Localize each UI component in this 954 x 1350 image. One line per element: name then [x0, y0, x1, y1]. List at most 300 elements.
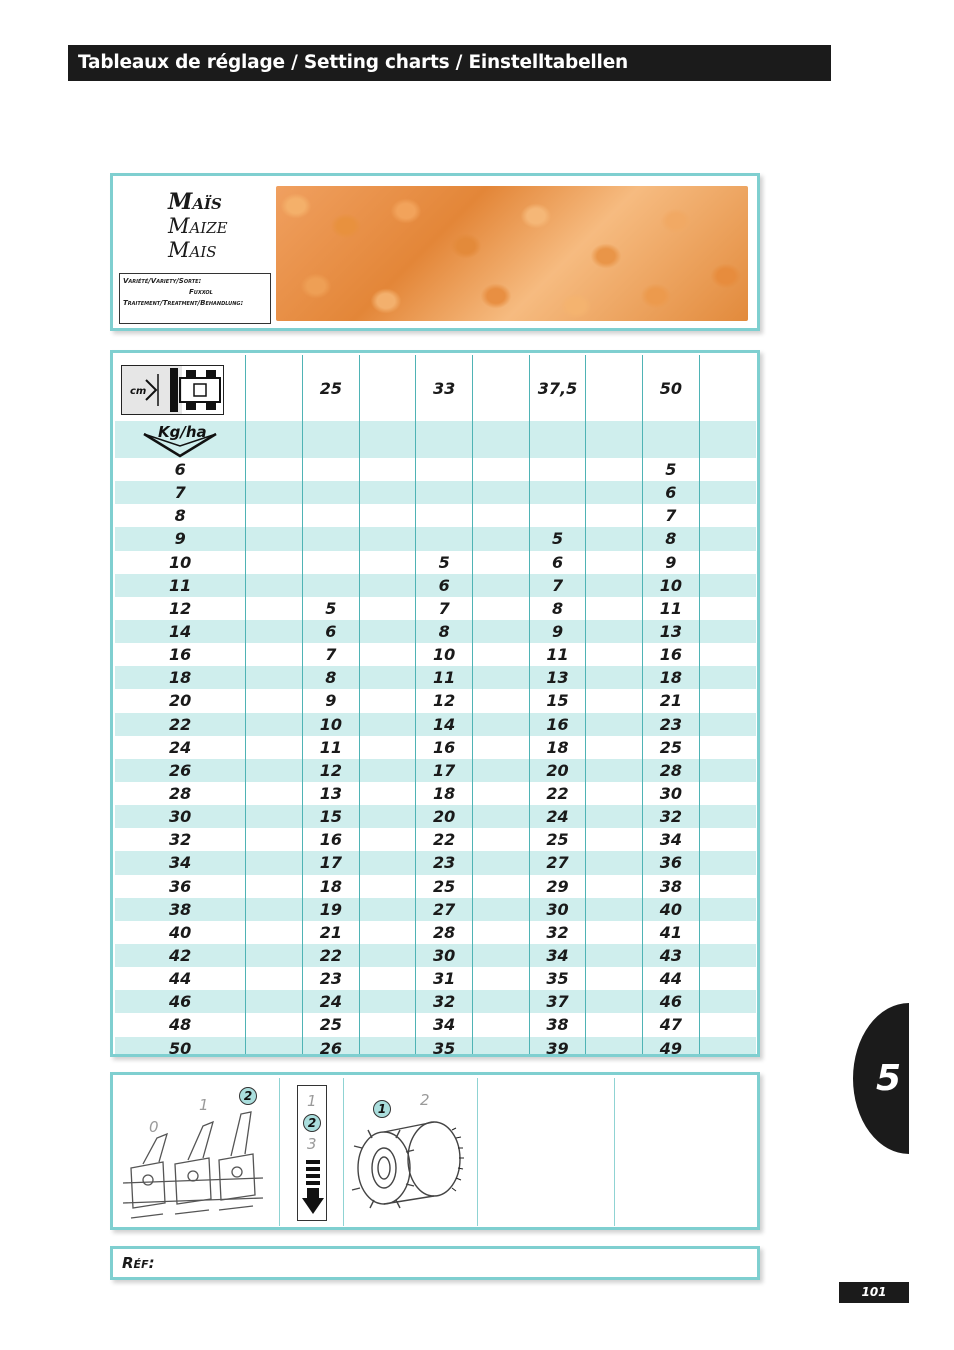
cell-empty — [473, 1037, 530, 1057]
cell-empty — [246, 967, 303, 990]
cell-empty — [586, 551, 643, 574]
cell-50: 11 — [643, 597, 700, 620]
cell-25: 6 — [302, 620, 359, 643]
table-row — [115, 643, 756, 666]
cell-50: 6 — [643, 481, 700, 504]
cell-empty — [246, 875, 303, 898]
cell-33 — [416, 504, 473, 527]
cell-empty — [246, 736, 303, 759]
variety-box — [119, 273, 271, 324]
cell-25: 21 — [302, 921, 359, 944]
empty-setting-1 — [478, 1078, 615, 1226]
cell-empty — [473, 574, 530, 597]
cell-empty — [699, 782, 756, 805]
cell-empty — [359, 944, 416, 967]
table-row — [115, 828, 756, 851]
cell-50: 25 — [643, 736, 700, 759]
cell-empty — [359, 875, 416, 898]
cell-33: 5 — [416, 551, 473, 574]
cell-empty — [586, 782, 643, 805]
cell-50: 36 — [643, 851, 700, 874]
cell-empty — [699, 898, 756, 921]
cell-empty — [699, 1037, 756, 1057]
cell-50: 10 — [643, 574, 700, 597]
cell-375: 11 — [529, 643, 586, 666]
cell-25 — [302, 551, 359, 574]
cell-50: 5 — [643, 458, 700, 481]
cell-empty — [586, 574, 643, 597]
cell-25: 16 — [302, 828, 359, 851]
cell-empty — [586, 736, 643, 759]
cell-33: 12 — [416, 689, 473, 712]
cell-kg: 26 — [115, 759, 246, 782]
table-row — [115, 898, 756, 921]
cell-empty — [359, 551, 416, 574]
chapter-number: 5 — [876, 1058, 902, 1099]
cell-empty — [586, 921, 643, 944]
cell-50: 30 — [643, 782, 700, 805]
cell-50: 47 — [643, 1013, 700, 1036]
table-unit-row — [115, 421, 756, 458]
cell-empty — [359, 990, 416, 1013]
cell-empty — [473, 944, 530, 967]
cell-33: 27 — [416, 898, 473, 921]
cell-kg: 18 — [115, 666, 246, 689]
crop-name-fr: Maïs — [168, 189, 222, 215]
cell-375: 38 — [529, 1013, 586, 1036]
table-row — [115, 458, 756, 481]
stepper-pos-selected: 2 — [303, 1114, 321, 1132]
cell-375: 13 — [529, 666, 586, 689]
cell-375: 27 — [529, 851, 586, 874]
cell-375: 5 — [529, 527, 586, 550]
col-header-5 — [473, 355, 530, 421]
cell-empty — [473, 990, 530, 1013]
cell-kg: 36 — [115, 875, 246, 898]
cell-kg: 20 — [115, 689, 246, 712]
lever-pos-0: 0 — [149, 1118, 159, 1136]
cell-50: 32 — [643, 805, 700, 828]
cell-25: 17 — [302, 851, 359, 874]
cell-empty — [246, 1037, 303, 1057]
cell-kg: 11 — [115, 574, 246, 597]
cell-empty — [473, 620, 530, 643]
stepper-setting — [280, 1078, 344, 1226]
cell-kg: 12 — [115, 597, 246, 620]
cell-empty — [246, 597, 303, 620]
cell-empty — [359, 666, 416, 689]
cell-25 — [302, 574, 359, 597]
cell-empty — [246, 713, 303, 736]
cell-empty — [246, 921, 303, 944]
cell-25: 9 — [302, 689, 359, 712]
cell-25 — [302, 481, 359, 504]
table-row — [115, 597, 756, 620]
cell-kg: 32 — [115, 828, 246, 851]
cell-33: 10 — [416, 643, 473, 666]
cell-33: 18 — [416, 782, 473, 805]
col-header-375: 37,5 — [529, 355, 586, 421]
cell-25 — [302, 458, 359, 481]
cell-empty — [359, 967, 416, 990]
cell-375: 37 — [529, 990, 586, 1013]
cell-50: 13 — [643, 620, 700, 643]
cell-25: 13 — [302, 782, 359, 805]
cell-empty — [246, 551, 303, 574]
cell-empty — [359, 597, 416, 620]
cell-kg: 44 — [115, 967, 246, 990]
cell-kg: 24 — [115, 736, 246, 759]
cell-empty — [246, 782, 303, 805]
cell-empty — [699, 504, 756, 527]
cell-empty — [699, 458, 756, 481]
cell-empty — [473, 967, 530, 990]
cell-empty — [586, 828, 643, 851]
cell-33: 23 — [416, 851, 473, 874]
cell-empty — [246, 990, 303, 1013]
cell-375: 15 — [529, 689, 586, 712]
cell-empty — [246, 689, 303, 712]
cell-375: 16 — [529, 713, 586, 736]
cell-empty — [586, 504, 643, 527]
cell-empty — [473, 481, 530, 504]
cell-kg: 34 — [115, 851, 246, 874]
table-row — [115, 967, 756, 990]
cell-empty — [586, 527, 643, 550]
cell-empty — [246, 458, 303, 481]
cell-33: 35 — [416, 1037, 473, 1057]
cell-375: 6 — [529, 551, 586, 574]
cell-50: 38 — [643, 875, 700, 898]
cell-empty — [359, 458, 416, 481]
cell-empty — [473, 666, 530, 689]
cell-empty — [473, 527, 530, 550]
cell-50: 18 — [643, 666, 700, 689]
cell-empty — [473, 851, 530, 874]
cm-label: cm — [130, 386, 147, 397]
cell-50: 44 — [643, 967, 700, 990]
cell-375: 30 — [529, 898, 586, 921]
cell-empty — [699, 736, 756, 759]
cell-33 — [416, 527, 473, 550]
cell-empty — [246, 898, 303, 921]
cell-empty — [246, 828, 303, 851]
cell-33: 34 — [416, 1013, 473, 1036]
cell-empty — [699, 643, 756, 666]
cell-empty — [586, 620, 643, 643]
cell-empty — [699, 666, 756, 689]
cell-empty — [699, 597, 756, 620]
col-header-25: 25 — [302, 355, 359, 421]
cell-empty — [473, 643, 530, 666]
col-header-9 — [699, 355, 756, 421]
cell-empty — [586, 898, 643, 921]
cell-kg: 7 — [115, 481, 246, 504]
variety-value: Fuxxol — [189, 288, 213, 296]
cell-33: 31 — [416, 967, 473, 990]
cell-empty — [699, 759, 756, 782]
cell-empty — [586, 689, 643, 712]
cell-kg: 16 — [115, 643, 246, 666]
seed-drill-icon — [121, 365, 224, 415]
table-row — [115, 481, 756, 504]
cell-kg: 50 — [115, 1037, 246, 1057]
cell-empty — [359, 921, 416, 944]
cell-empty — [359, 759, 416, 782]
cell-empty — [246, 805, 303, 828]
cell-25: 12 — [302, 759, 359, 782]
table-row — [115, 527, 756, 550]
cell-25: 24 — [302, 990, 359, 1013]
cell-empty — [699, 828, 756, 851]
lever-pos-selected: 2 — [239, 1087, 257, 1105]
cell-empty — [586, 875, 643, 898]
cell-empty — [473, 504, 530, 527]
table-row — [115, 1013, 756, 1036]
col-header-50: 50 — [643, 355, 700, 421]
cell-25: 15 — [302, 805, 359, 828]
lever-icon — [113, 1078, 279, 1226]
treatment-label: Traitement/Treatment/Behandlung: — [123, 299, 244, 307]
cell-25: 18 — [302, 875, 359, 898]
cell-empty — [359, 805, 416, 828]
cell-empty — [699, 990, 756, 1013]
cell-empty — [246, 527, 303, 550]
cell-empty — [699, 875, 756, 898]
cell-empty — [699, 527, 756, 550]
cell-empty — [586, 759, 643, 782]
cell-kg: 40 — [115, 921, 246, 944]
cell-empty — [473, 782, 530, 805]
kg-ha-arrow-icon — [140, 422, 220, 458]
cell-empty — [246, 851, 303, 874]
cell-empty — [246, 481, 303, 504]
cell-empty — [246, 1013, 303, 1036]
cell-empty — [246, 620, 303, 643]
cell-375: 7 — [529, 574, 586, 597]
cell-empty — [359, 1013, 416, 1036]
cell-empty — [586, 944, 643, 967]
ref-label: Réf: — [122, 1254, 155, 1272]
cell-kg: 14 — [115, 620, 246, 643]
cell-empty — [246, 574, 303, 597]
cell-empty — [699, 574, 756, 597]
cell-375: 25 — [529, 828, 586, 851]
cell-empty — [699, 921, 756, 944]
cell-375 — [529, 458, 586, 481]
cell-375: 34 — [529, 944, 586, 967]
table-row — [115, 574, 756, 597]
cell-375 — [529, 504, 586, 527]
machine-icon-cell — [115, 355, 246, 421]
cell-empty — [359, 504, 416, 527]
cell-empty — [246, 504, 303, 527]
lever-pos-1: 1 — [199, 1096, 209, 1114]
cell-33: 20 — [416, 805, 473, 828]
cell-33: 14 — [416, 713, 473, 736]
setting-table — [115, 355, 756, 1057]
cell-25 — [302, 527, 359, 550]
stepper-pos-3: 3 — [307, 1135, 317, 1153]
cell-33: 28 — [416, 921, 473, 944]
cell-empty — [586, 481, 643, 504]
cell-50: 9 — [643, 551, 700, 574]
lever-setting — [113, 1078, 280, 1226]
cell-empty — [473, 898, 530, 921]
cell-33: 6 — [416, 574, 473, 597]
cell-375: 22 — [529, 782, 586, 805]
cell-50: 8 — [643, 527, 700, 550]
cell-empty — [359, 898, 416, 921]
cell-empty — [586, 1037, 643, 1057]
cell-33: 7 — [416, 597, 473, 620]
cell-empty — [473, 921, 530, 944]
cell-375: 35 — [529, 967, 586, 990]
gear-selected: 1 — [373, 1100, 391, 1118]
cell-empty — [699, 551, 756, 574]
corn-kernels-image — [276, 186, 748, 321]
cell-25: 7 — [302, 643, 359, 666]
cell-33: 25 — [416, 875, 473, 898]
gear-option-2: 2 — [420, 1091, 430, 1109]
cell-50: 34 — [643, 828, 700, 851]
cell-50: 49 — [643, 1037, 700, 1057]
cell-375: 20 — [529, 759, 586, 782]
cell-empty — [359, 828, 416, 851]
cell-33: 8 — [416, 620, 473, 643]
cell-empty — [246, 944, 303, 967]
cell-kg: 46 — [115, 990, 246, 1013]
empty-setting-2 — [615, 1078, 755, 1226]
cell-empty — [359, 527, 416, 550]
kg-ha-cell — [115, 421, 246, 458]
cell-empty — [586, 713, 643, 736]
cell-375: 29 — [529, 875, 586, 898]
table-row — [115, 504, 756, 527]
cell-empty — [359, 481, 416, 504]
cell-375: 9 — [529, 620, 586, 643]
stepper-pos-1: 1 — [307, 1092, 317, 1110]
cell-empty — [359, 620, 416, 643]
table-row — [115, 944, 756, 967]
table-row — [115, 1037, 756, 1057]
gear-setting — [344, 1078, 478, 1226]
cell-empty — [586, 805, 643, 828]
cell-empty — [473, 713, 530, 736]
cell-375: 39 — [529, 1037, 586, 1057]
page-number: 101 — [839, 1282, 909, 1303]
table-body — [115, 458, 756, 1057]
cell-33: 22 — [416, 828, 473, 851]
setting-table-panel — [110, 350, 760, 1057]
table-row — [115, 689, 756, 712]
cell-empty — [586, 643, 643, 666]
cell-25: 10 — [302, 713, 359, 736]
cell-33: 17 — [416, 759, 473, 782]
cell-empty — [473, 458, 530, 481]
cell-empty — [586, 851, 643, 874]
cell-25 — [302, 504, 359, 527]
cell-25: 5 — [302, 597, 359, 620]
cell-25: 11 — [302, 736, 359, 759]
cell-empty — [359, 643, 416, 666]
cell-375: 18 — [529, 736, 586, 759]
cell-33: 30 — [416, 944, 473, 967]
cell-empty — [359, 782, 416, 805]
down-arrow-icon — [298, 1158, 328, 1222]
cell-50: 23 — [643, 713, 700, 736]
cell-33 — [416, 458, 473, 481]
cell-kg: 22 — [115, 713, 246, 736]
cell-empty — [359, 689, 416, 712]
cell-empty — [699, 967, 756, 990]
cell-empty — [246, 759, 303, 782]
cell-375 — [529, 481, 586, 504]
cell-empty — [699, 851, 756, 874]
cell-empty — [473, 551, 530, 574]
crop-panel — [110, 173, 760, 331]
cell-empty — [586, 597, 643, 620]
crop-name-de: Mais — [168, 238, 217, 262]
cell-empty — [586, 990, 643, 1013]
cell-50: 40 — [643, 898, 700, 921]
cell-50: 21 — [643, 689, 700, 712]
cell-375: 32 — [529, 921, 586, 944]
col-header-33: 33 — [416, 355, 473, 421]
cell-33: 11 — [416, 666, 473, 689]
col-header-3 — [359, 355, 416, 421]
table-row — [115, 851, 756, 874]
cell-empty — [699, 689, 756, 712]
cell-empty — [473, 736, 530, 759]
variety-label: Variété/Variety/Sorte: — [123, 277, 202, 285]
cell-50: 43 — [643, 944, 700, 967]
cell-empty — [699, 805, 756, 828]
cell-empty — [586, 458, 643, 481]
cell-empty — [359, 1037, 416, 1057]
crop-name-en: Maize — [168, 214, 228, 238]
cell-kg: 10 — [115, 551, 246, 574]
cell-empty — [473, 597, 530, 620]
cell-kg: 9 — [115, 527, 246, 550]
table-row — [115, 736, 756, 759]
cell-kg: 8 — [115, 504, 246, 527]
cell-50: 41 — [643, 921, 700, 944]
cell-empty — [359, 574, 416, 597]
cell-empty — [699, 620, 756, 643]
col-header-7 — [586, 355, 643, 421]
table-header-row — [115, 355, 756, 421]
table-row — [115, 666, 756, 689]
cell-empty — [699, 1013, 756, 1036]
table-row — [115, 713, 756, 736]
table-row — [115, 805, 756, 828]
cell-25: 23 — [302, 967, 359, 990]
cell-empty — [473, 805, 530, 828]
cell-25: 22 — [302, 944, 359, 967]
cell-empty — [359, 851, 416, 874]
cell-33 — [416, 481, 473, 504]
cell-25: 8 — [302, 666, 359, 689]
cell-empty — [359, 713, 416, 736]
cell-50: 28 — [643, 759, 700, 782]
table-row — [115, 551, 756, 574]
cell-empty — [246, 643, 303, 666]
cell-empty — [473, 689, 530, 712]
cell-empty — [473, 759, 530, 782]
cell-empty — [586, 666, 643, 689]
cell-25: 19 — [302, 898, 359, 921]
